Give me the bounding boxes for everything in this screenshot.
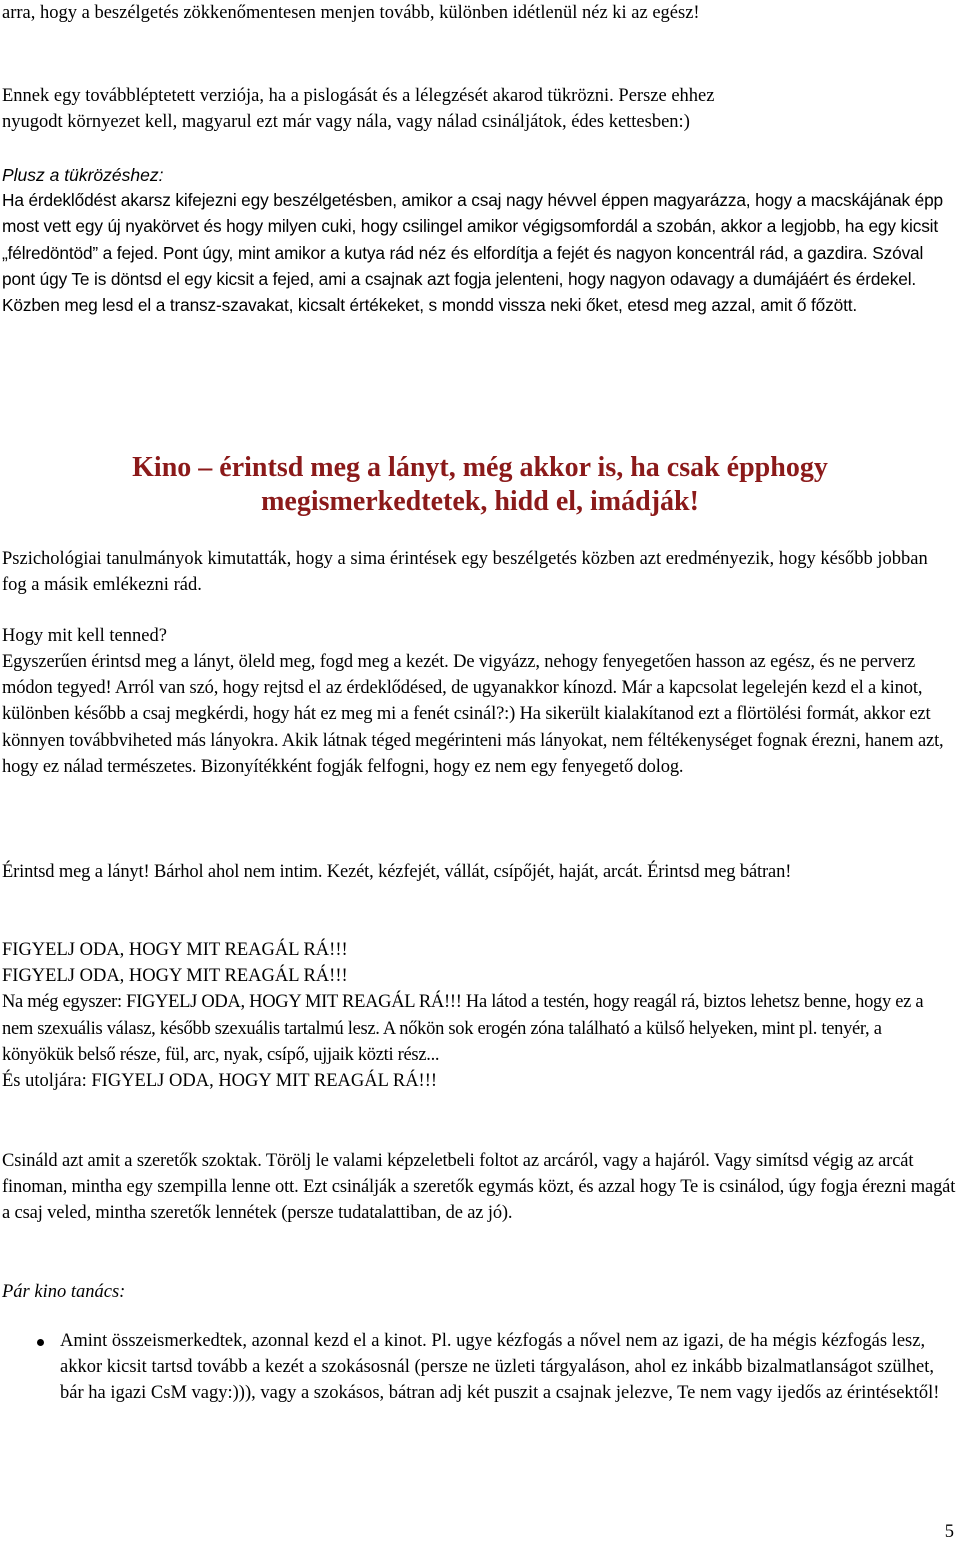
psychology-paragraph: Pszichológiai tanulmányok kimutatták, hogy a sima érintések egy beszélgetés közben azt eredményezik, hogy később jobban fog a másik emlékezni rád. — [2, 549, 928, 596]
bullet-icon — [37, 1339, 44, 1346]
mirroring-paragraph — [2, 83, 957, 135]
mirroring-line-1: Ennek egy továbbléptetett verziója, ha a pislogását és a lélegzését akarod tükrözni. Persze ehhez — [2, 86, 715, 106]
touch-paragraph: Érintsd meg a lányt! Bárhol ahol nem intim. Kezét, kézfejét, vállát, csípőjét, haját, arcát. Érintsd meg bátran! — [2, 862, 792, 882]
kino-heading-line-2: megismerkedtetek, hidd el, imádják! — [261, 486, 699, 517]
watch-block — [2, 937, 957, 1094]
kino-heading — [0, 451, 960, 519]
page-number: 5 — [944, 1522, 954, 1542]
intro-line: arra, hogy a beszélgetés zökkenőmentesen menjen tovább, különben idétlenül néz ki az egész! — [2, 3, 700, 23]
how-to-question: Hogy mit kell tenned? — [2, 626, 167, 646]
watch-line-2: FIGYELJ ODA, HOGY MIT REAGÁL RÁ!!! — [2, 966, 348, 987]
tips-list — [0, 1328, 960, 1407]
lovers-paragraph: Csináld azt amit a szeretők szoktak. Törölj le valami képzeletbeli foltot az arcáról, vagy a hajáról. Vagy simítsd végig az arcát finoman, mintha egy szempilla lenne ott. Ezt csinálják a szeretők egymás közt, és azzal hogy Te is csinálod, úgy fogja érezni magát a csaj veled, mintha szeretők lennétek (persze tudatalattiban, de az jó). — [2, 1151, 956, 1224]
kino-heading-line-1: Kino – érintsd meg a lányt, még akkor is, ha csak épphogy — [132, 452, 828, 483]
plus-mirroring-text: Ha érdeklődést akarsz kifejezni egy beszélgetésben, amikor a csaj nagy hévvel éppen magyarázza, hogy a macskájának épp most vett egy új nyakörvet és hogy milyen cuki, hogy csilingel amikor végigsomfordál a szobán, akkor a legjobb, ha egy kicsit „félredöntöd” a fejed. Pont úgy, mint amikor a kutya rád néz és elfordítja a fejét és nagyon koncentrál rád, a gazdira. Szóval pont úgy Te is döntsd el egy kicsit a fejed, ami a csajnak azt fogja jelenteni, hogy nagyon odavagy a dumájáért és érdekel. Közben meg lesd el a transz-szavakat, kicsalt értékeket, s mondd vissza neki őket, etesd meg azzal, amit ő főzött. — [2, 190, 943, 316]
tips-heading: Pár kino tanács: — [2, 1282, 126, 1302]
tip-text: Amint összeismerkedtek, azonnal kezd el a kinot. Pl. ugye kézfogás a nővel nem az igazi, de ha mégis kézfogás lesz, akkor kicsit tartsd tovább a kezét a szokásosnál (persze ne üzleti tárgyaláson, ahol ez inkább bizalmatlanságot szülhet, bár ha igazi CsM vagy:))), vagy a szokásos, bátran adj két puszit a csajnak jelezve, Te nem vagy ijedős az érintésektől! — [60, 1331, 940, 1404]
plus-mirroring-heading: Plusz a tükrözéshez: — [2, 165, 164, 185]
how-to-paragraph: Egyszerűen érintsd meg a lányt, öleld meg, fogd meg a kezét. De vigyázz, nehogy fenyegetően hasson az egész, és ne perverz módon tegyed! Arról van szó, hogy rejtsd el az érdeklődésed, de ugyanakkor kínozd. Már a kapcsolat legelején kezd el a kinot, különben később a csaj megkérdi, hogy hát ez meg mi a fenét csinál?:) Ha sikerült kialakítanod ezt a flörtölési formát, akkor ezt könnyen továbbviheted más lányokra. Akik látnak téged megérinteni más lányokat, nem féltékenységet fognak érezni, hanem azt, hogy ez nálad természetes. Bizonyítékként fogják felfogni, hogy ez nem egy fenyegető dolog. — [2, 652, 944, 777]
mirroring-line-2: nyugodt környezet kell, magyarul ezt már vagy nála, vagy nálad csináljátok, édes kettesben:) — [2, 112, 690, 133]
list-item — [0, 1328, 940, 1407]
watch-last-line: És utoljára: FIGYELJ ODA, HOGY MIT REAGÁL RÁ!!! — [2, 1071, 438, 1092]
watch-line-1: FIGYELJ ODA, HOGY MIT REAGÁL RÁ!!! — [2, 940, 348, 960]
watch-paragraph: Na még egyszer: FIGYELJ ODA, HOGY MIT REAGÁL RÁ!!! Ha látod a testén, hogy reagál rá, biztos lehetsz benne, hogy ez a nem szexuális válasz, később szexuális tartalmú lesz. A nőkön sok erogén zóna található a külső helyeken, mint pl. tenyér, a könyökük belső része, fül, arc, nyak, csípő, ujjaik közti rész... — [2, 992, 924, 1065]
